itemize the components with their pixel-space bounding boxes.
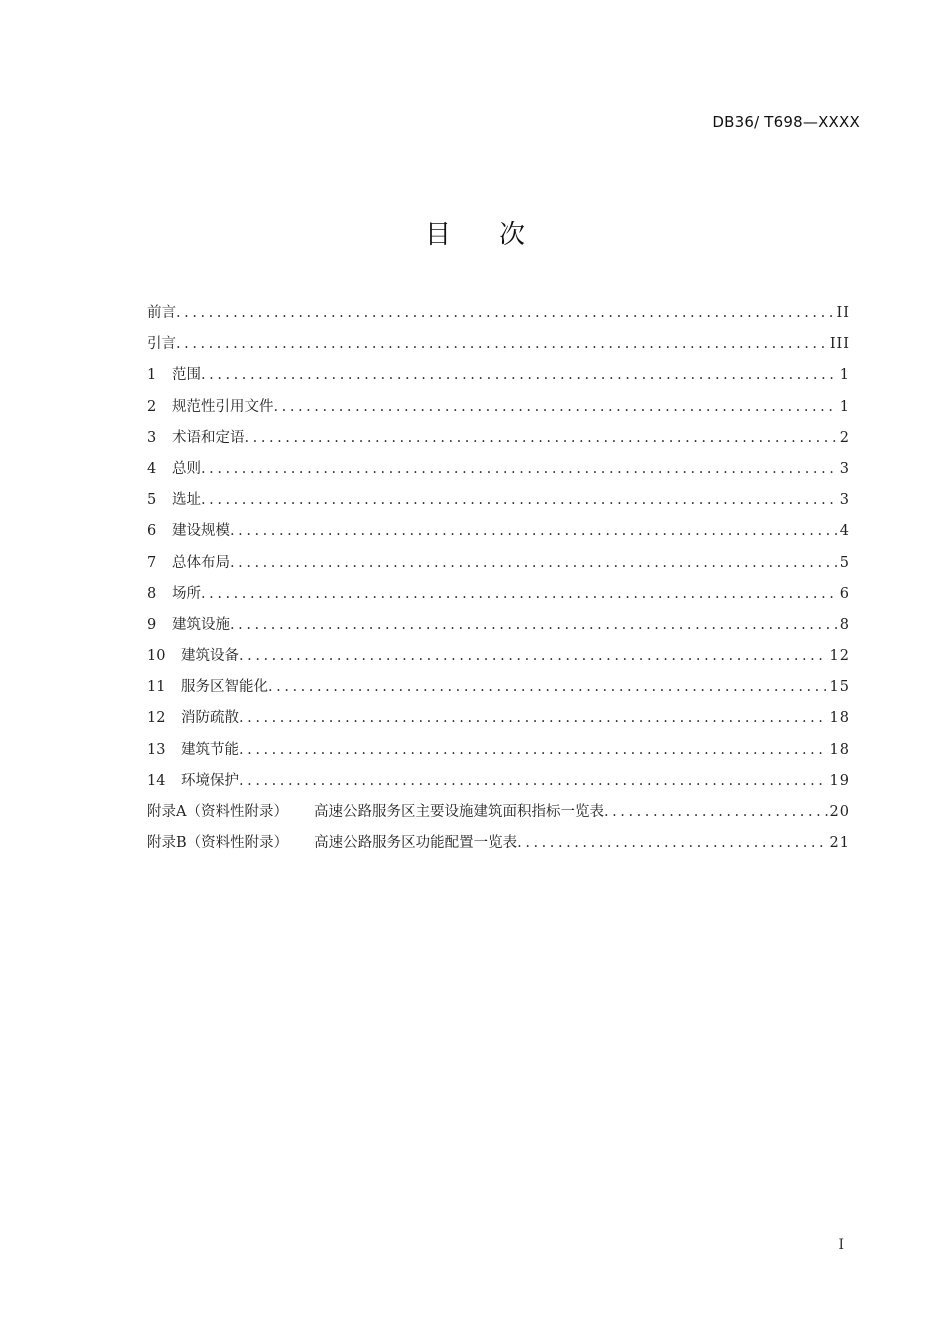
toc-entry-6[interactable] (147, 520, 850, 551)
toc-entry-number: 7 (147, 554, 157, 571)
dot-leader (201, 489, 838, 511)
toc-entry-number: 3 (147, 429, 157, 446)
title-char-1: 目 (424, 220, 451, 250)
toc-entry-page: 12 (829, 648, 850, 665)
toc-entry-page: 18 (829, 710, 850, 727)
toc-entry-label: 附录A（资料性附录） (147, 804, 288, 820)
toc-entry-page: 1 (839, 367, 850, 384)
toc-entry-number: 9 (147, 616, 157, 633)
toc-entry-page: II (836, 305, 850, 321)
toc-entry-label: 建设规模 (172, 523, 230, 540)
toc-entry-page: 18 (829, 741, 850, 758)
toc-entry-number: 2 (147, 398, 157, 415)
toc-entry-2[interactable] (147, 396, 850, 427)
toc-entry-number: 13 (147, 741, 166, 758)
toc-entry-number: 11 (147, 679, 166, 696)
toc-entry-page: 2 (839, 429, 850, 446)
toc-entry-page: 20 (829, 804, 850, 820)
toc-entry-9[interactable] (147, 614, 850, 645)
toc-entry-label: 选址 (172, 492, 201, 509)
toc-entry-3[interactable] (147, 427, 850, 458)
toc-entry-number: 8 (147, 585, 157, 602)
dot-leader (268, 676, 828, 698)
toc-entry-page: 5 (839, 554, 850, 571)
toc-entry-label: 规范性引用文件 (172, 398, 274, 415)
toc-entry-label: 服务区智能化 (181, 679, 268, 696)
toc-entry-number: 6 (147, 523, 157, 540)
dot-leader (230, 614, 838, 636)
table-of-contents (147, 302, 850, 863)
dot-leader (201, 458, 838, 480)
toc-entry-label: 消防疏散 (181, 710, 239, 727)
toc-entry-page: III (829, 336, 850, 353)
toc-entry-subtitle: 高速公路服务区功能配置一览表 (314, 835, 518, 852)
toc-entry-label: 场所 (172, 585, 201, 602)
dot-leader (245, 427, 838, 449)
dot-leader (239, 739, 828, 761)
toc-entry-14[interactable] (147, 770, 850, 801)
toc-entry-page: 3 (839, 492, 850, 509)
dot-leader (239, 645, 828, 667)
page-title (0, 214, 950, 251)
toc-entry-label: 建筑节能 (181, 741, 239, 758)
toc-entry-12[interactable] (147, 707, 850, 738)
dot-leader (176, 333, 828, 355)
toc-entry-number: 1 (147, 367, 157, 384)
toc-entry-page: 8 (839, 616, 850, 633)
toc-entry-page: 21 (829, 835, 850, 852)
dot-leader (230, 520, 838, 542)
toc-entry-page: 15 (829, 679, 850, 696)
toc-entry-8[interactable] (147, 583, 850, 614)
toc-entry-number: 12 (147, 710, 166, 727)
toc-entry-label: 建筑设备 (181, 648, 239, 665)
toc-entry-13[interactable] (147, 739, 850, 770)
dot-leader (176, 302, 835, 324)
toc-entry-4[interactable] (147, 458, 850, 489)
toc-entry-label: 引言 (147, 336, 176, 353)
toc-entry-label: 建筑设施 (172, 616, 230, 633)
toc-entry-7[interactable] (147, 552, 850, 583)
dot-leader (239, 770, 828, 792)
dot-leader (230, 552, 838, 574)
toc-entry-page: 1 (839, 398, 850, 415)
toc-entry-introduction[interactable] (147, 333, 850, 364)
dot-leader (201, 583, 838, 605)
toc-entry-label: 环境保护 (181, 772, 239, 789)
toc-entry-label: 附录B（资料性附录） (147, 835, 289, 852)
title-char-2: 次 (499, 220, 526, 250)
toc-entry-label: 总则 (172, 460, 201, 477)
toc-entry-number: 4 (147, 460, 157, 477)
toc-entry-number: 5 (147, 492, 157, 509)
toc-entry-subtitle: 高速公路服务区主要设施建筑面积指标一览表 (313, 804, 604, 820)
toc-entry-page: 3 (839, 460, 850, 477)
toc-entry-label: 范围 (172, 367, 201, 384)
toc-entry-11[interactable] (147, 676, 850, 707)
dot-leader (274, 396, 838, 418)
toc-entry-number: 10 (147, 648, 166, 665)
toc-entry-label: 术语和定语 (172, 429, 245, 446)
toc-entry-page: 4 (839, 523, 850, 540)
toc-entry-appendix-a[interactable] (147, 801, 850, 832)
toc-entry-10[interactable] (147, 645, 850, 676)
dot-leader (517, 832, 827, 854)
toc-entry-label: 总体布局 (172, 554, 230, 571)
dot-leader (604, 801, 828, 823)
toc-entry-page: 19 (829, 772, 850, 789)
toc-entry-label: 前言 (147, 305, 176, 321)
dot-leader (201, 364, 838, 386)
toc-entry-1[interactable] (147, 364, 850, 395)
toc-entry-number: 14 (147, 772, 166, 789)
toc-entry-5[interactable] (147, 489, 850, 520)
toc-entry-preface[interactable] (147, 302, 850, 333)
toc-entry-appendix-b[interactable] (147, 832, 850, 863)
dot-leader (239, 707, 828, 729)
document-code: DB36/ T698—XXXX (712, 113, 860, 131)
toc-entry-page: 6 (839, 585, 850, 602)
page-number: I (838, 1237, 844, 1253)
